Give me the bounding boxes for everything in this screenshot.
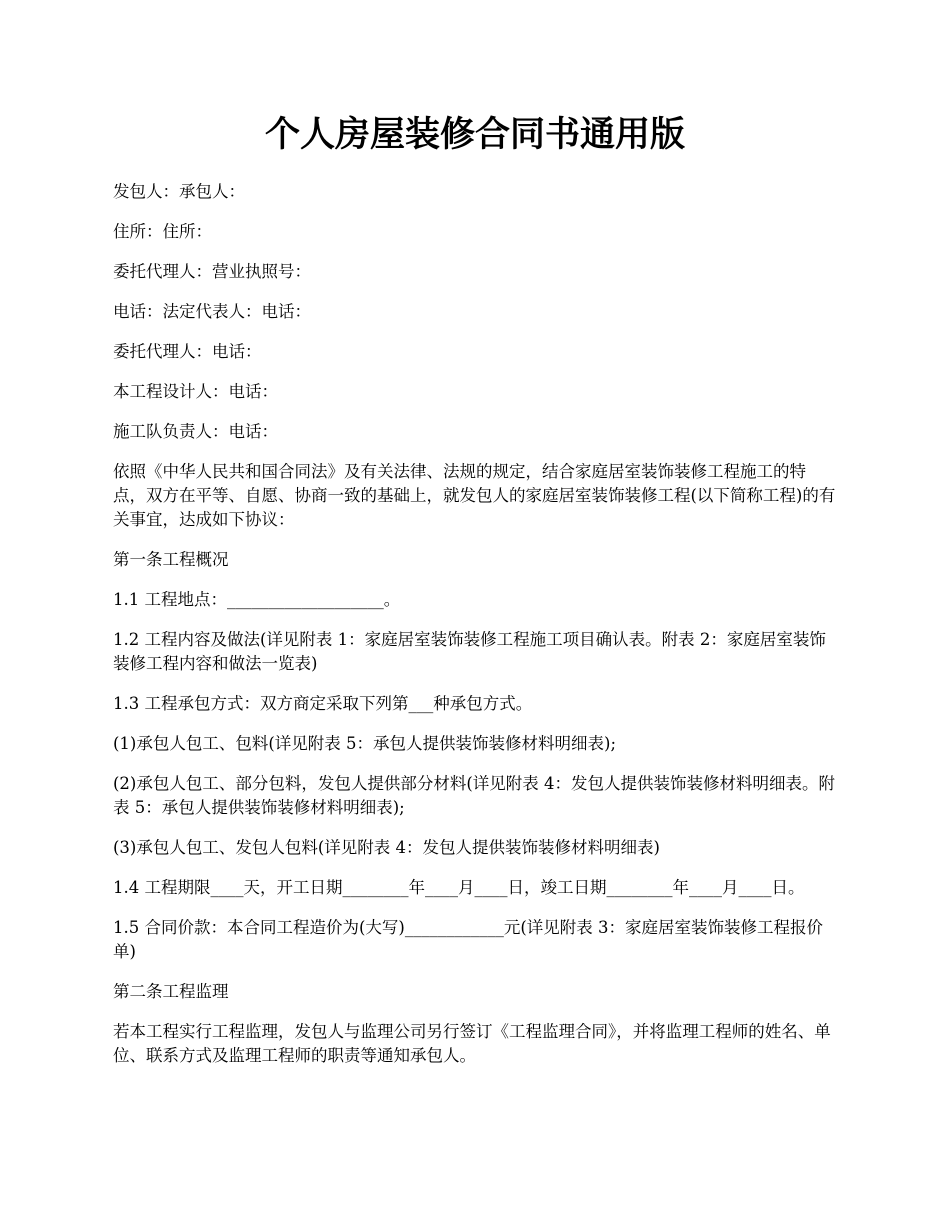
agent-phone-line: 委托代理人：电话： [113,342,262,361]
clause-1-3-option-1: (1)承包人包工、包料(详见附表 5：承包人提供装饰装修材料明细表); [113,734,617,753]
party-names-line: 发包人：承包人： [113,182,245,201]
clause-2-paragraph: 若本工程实行工程监理，发包人与监理公司另行签订《工程监理合同》，并将监理工程师的姓名、单位、联系方式及监理工程师的职责等通知承包人。 [113,1022,831,1065]
document-title: 个人房屋装修合同书通用版 [264,114,685,155]
clause-1-5: 1.5 合同价款：本合同工程造价为(大写)____________元(详见附表 3：家庭居室装饰装修工程报价单) [113,918,824,961]
clause-1-2: 1.2 工程内容及做法(详见附表 1：家庭居室装饰装修工程施工项目确认表。附表 2：家庭居室装饰装修工程内容和做法一览表) [113,630,826,673]
section-heading-1: 第一条工程概况 [113,550,229,569]
clause-1-4: 1.4 工程期限____天，开工日期________年____月____日，竣工日期________年____月____日。 [113,878,805,897]
section-heading-2: 第二条工程监理 [113,982,229,1001]
address-line: 住所：住所： [113,222,212,241]
clause-1-3-option-3: (3)承包人包工、发包人包料(详见附表 4：发包人提供装饰装修材料明细表) [113,838,660,857]
designer-phone-line: 本工程设计人：电话： [113,382,278,401]
clause-1-3-option-2: (2)承包人包工、部分包料，发包人提供部分材料(详见附表 4：发包人提供装饰装修材料明细表。附表 5：承包人提供装饰装修材料明细表); [113,774,836,817]
clause-1-3: 1.3 工程承包方式：双方商定采取下列第___种承包方式。 [113,694,533,713]
crew-leader-phone-line: 施工队负责人：电话： [113,422,278,441]
agent-license-line: 委托代理人：营业执照号： [113,262,311,281]
clause-1-1: 1.1 工程地点：___________________。 [113,590,401,609]
preamble-paragraph: 依照《中华人民共和国合同法》及有关法律、法规的规定，结合家庭居室装饰装修工程施工的特点，双方在平等、自愿、协商一致的基础上，就发包人的家庭居室装饰装修工程(以下简称工程)的有关事宜，达成如下协议： [113,462,836,529]
document-body [113,180,838,1084]
phone-legal-rep-line: 电话：法定代表人：电话： [113,302,311,321]
